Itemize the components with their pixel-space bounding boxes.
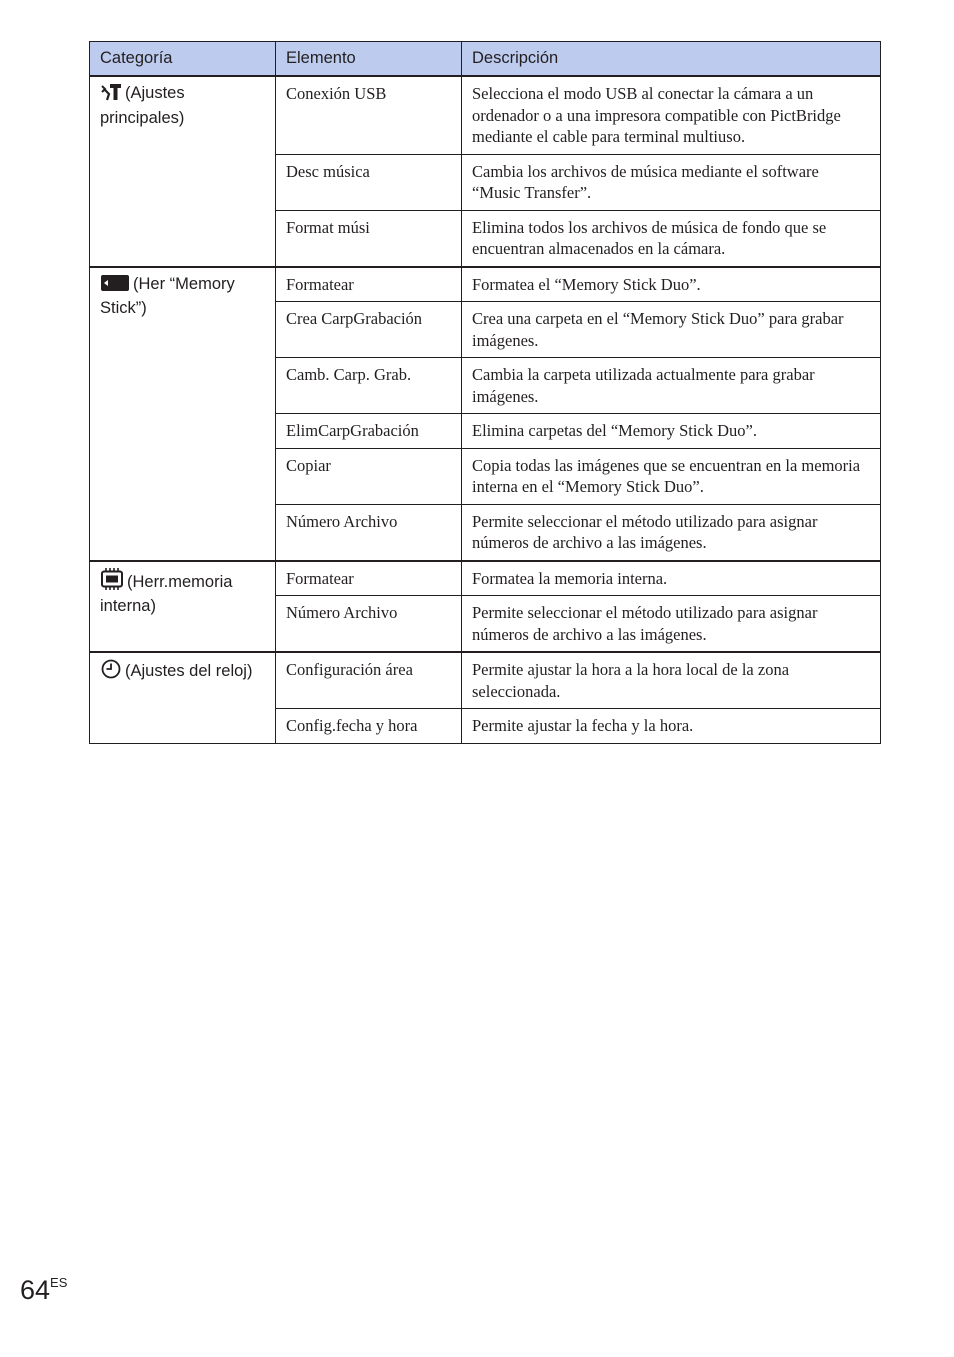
category-ajustes-principales: (Ajustes principales) [90, 76, 276, 267]
item-description: Formatea el “Memory Stick Duo”. [462, 267, 881, 302]
item-label: Número Archivo [276, 504, 462, 561]
item-description: Elimina todos los archivos de música de fondo que se encuentran almacenados en la cámara. [462, 210, 881, 267]
page-number: $64^{ES}$ [20, 1275, 68, 1305]
clock-icon [100, 659, 122, 686]
item-label: Crea CarpGrabación [276, 302, 462, 358]
wrench-tool-icon [100, 83, 122, 108]
item-label: Formatear [276, 561, 462, 596]
item-description: Elimina carpetas del “Memory Stick Duo”. [462, 414, 881, 449]
table-row [90, 652, 881, 709]
item-description: Permite seleccionar el método utilizado para asignar números de archivo a las imágenes. [462, 596, 881, 653]
item-description: Selecciona el modo USB al conectar la cámara a un ordenador o a una impresora compatible con PictBridge mediante el cable para terminal multiuso. [462, 76, 881, 154]
memory-stick-icon [100, 274, 130, 299]
header-categoria: Categoría [90, 42, 276, 77]
item-description: Permite seleccionar el método utilizado para asignar números de archivo a las imágenes. [462, 504, 881, 561]
table-row [90, 76, 881, 154]
header-descripcion: Descripción [462, 42, 881, 77]
item-label: ElimCarpGrabación [276, 414, 462, 449]
item-label: Configuración área [276, 652, 462, 709]
item-label: Format músi [276, 210, 462, 267]
item-label: Número Archivo [276, 596, 462, 653]
item-description: Copia todas las imágenes que se encuentran en la memoria interna en el “Memory Stick Duo”. [462, 448, 881, 504]
item-description: Formatea la memoria interna. [462, 561, 881, 596]
item-label: Copiar [276, 448, 462, 504]
settings-table [89, 41, 881, 744]
page-language-code: ES [50, 1275, 68, 1290]
item-label: Camb. Carp. Grab. [276, 358, 462, 414]
item-label: Config.fecha y hora [276, 709, 462, 744]
item-description: Permite ajustar la hora a la hora local de la zona seleccionada. [462, 652, 881, 709]
category-ajustes-del-reloj: (Ajustes del reloj) [90, 652, 276, 743]
table-row [90, 561, 881, 596]
item-description: Cambia la carpeta utilizada actualmente para grabar imágenes. [462, 358, 881, 414]
category-her-memory-stick: (Her “Memory Stick”) [90, 267, 276, 561]
item-description: Crea una carpeta en el “Memory Stick Duo” para grabar imágenes. [462, 302, 881, 358]
item-description: Cambia los archivos de música mediante el software “Music Transfer”. [462, 154, 881, 210]
item-label: Desc música [276, 154, 462, 210]
header-elemento: Elemento [276, 42, 462, 77]
table-row [90, 267, 881, 302]
item-label: Formatear [276, 267, 462, 302]
category-herr-memoria-interna: (Herr.memoria interna) [90, 561, 276, 653]
item-label: Conexión USB [276, 76, 462, 154]
item-description: Permite ajustar la fecha y la hora. [462, 709, 881, 744]
table-header-row [90, 42, 881, 77]
internal-memory-icon [100, 568, 124, 597]
